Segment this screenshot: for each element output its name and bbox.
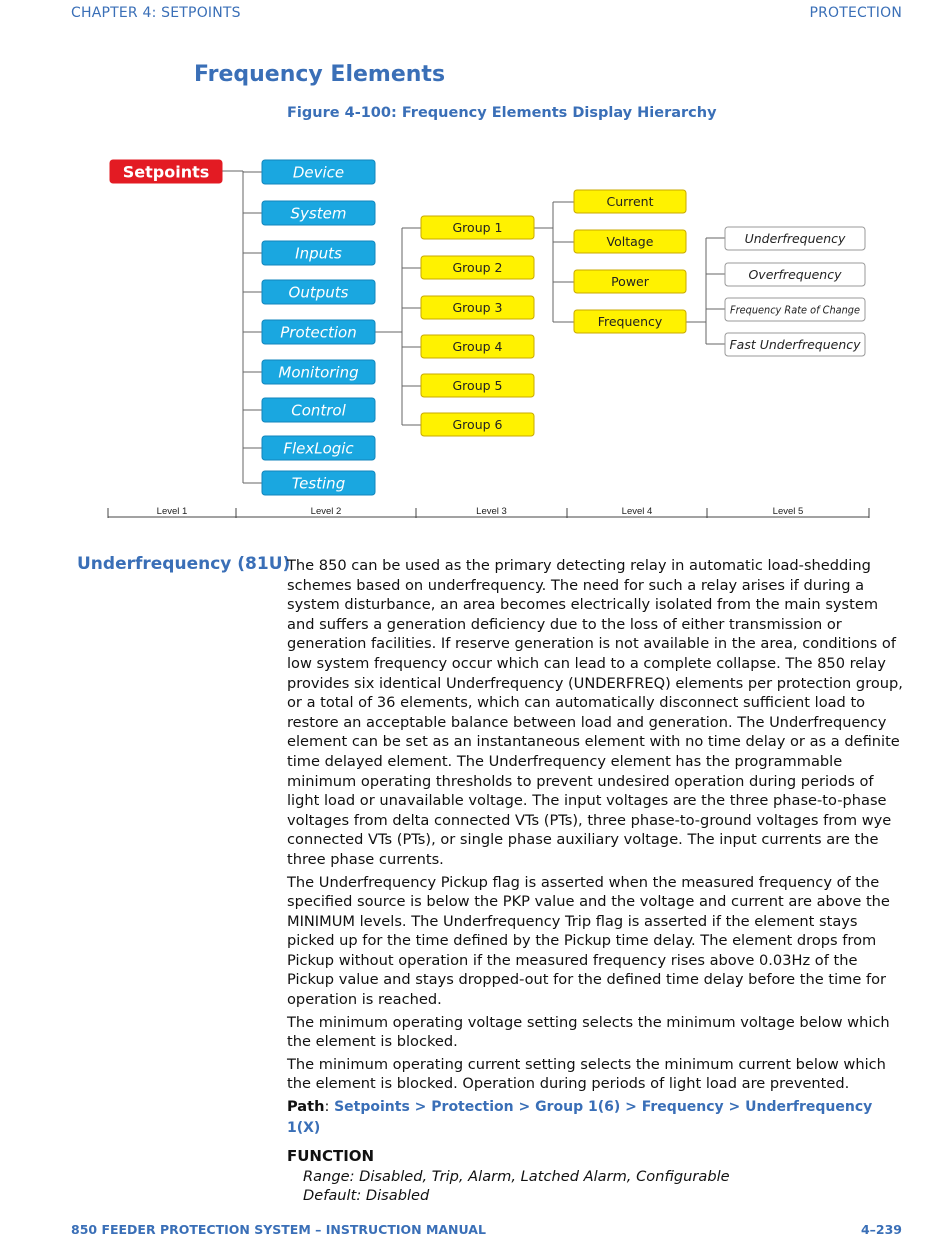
node-group-4[interactable] <box>421 335 534 358</box>
node-overfrequency[interactable] <box>725 263 865 286</box>
level-label: Level 5 <box>772 506 804 517</box>
node-setpoints[interactable] <box>110 160 222 183</box>
level-label: Level 3 <box>476 506 507 517</box>
path-value: Setpoints > Protection > Group 1(6) > Frequency > Underfrequency 1(X) <box>287 1099 873 1136</box>
chapter-header: CHAPTER 4: SETPOINTS <box>71 5 241 21</box>
node-inputs-label: Inputs <box>295 244 342 263</box>
node-group-2[interactable] <box>421 256 534 279</box>
node-testing-label: Testing <box>291 474 346 493</box>
node-device-label: Device <box>292 163 345 182</box>
node-system-label: System <box>290 204 347 223</box>
node-power[interactable] <box>574 270 686 293</box>
node-control[interactable] <box>262 398 375 422</box>
section-header: PROTECTION <box>809 5 902 21</box>
setting-path: Path: Setpoints > Protection > Group 1(6) > Frequency > Underfrequency 1(X) <box>287 1098 873 1136</box>
node-current[interactable] <box>574 190 686 213</box>
node-group-1-label: Group 1 <box>452 220 503 235</box>
node-setpoints-label: Setpoints <box>122 162 210 182</box>
node-frequency-rate-of-change-label: Frequency Rate of Change <box>730 303 861 317</box>
paragraph: The Underfrequency Pickup flag is asserted when the measured frequency of the specified source is below the PKP value and the voltage and current are above the MINIMUM levels. The Underfrequency Trip flag is asserted if the element stays picked up for the time defined by the Pickup time delay. The element drops from Pickup without operation if the measured frequency rises above 0.03Hz of the Pickup value and stays dropped-out for the defined time delay before the time for operation is reached. <box>287 873 890 1009</box>
paragraph: The minimum operating voltage setting selects the minimum voltage below which the element is blocked. <box>287 1013 890 1051</box>
node-frequency-rate-of-change[interactable] <box>725 298 865 321</box>
footer-page-number: 4–239 <box>860 1222 902 1237</box>
node-voltage[interactable] <box>574 230 686 253</box>
function-heading: FUNCTION <box>287 1147 375 1166</box>
node-power-label: Power <box>611 274 649 289</box>
node-group-6[interactable] <box>421 413 534 436</box>
node-device[interactable] <box>262 160 375 184</box>
node-monitoring-label: Monitoring <box>278 363 359 382</box>
function-default: Default: Disabled <box>303 1187 430 1205</box>
node-fast-underfrequency[interactable] <box>725 333 865 356</box>
node-group-2-label: Group 2 <box>452 260 503 275</box>
node-overfrequency-label: Overfrequency <box>748 267 842 282</box>
node-current-label: Current <box>606 194 654 209</box>
node-testing[interactable] <box>262 471 375 495</box>
page-title: Frequency Elements <box>194 62 446 87</box>
node-voltage-label: Voltage <box>606 234 654 249</box>
paragraph: The minimum operating current setting selects the minimum current below which the element is blocked. Operation during periods of light load are prevented. <box>287 1055 886 1093</box>
node-underfrequency[interactable] <box>725 227 865 250</box>
node-underfrequency-label: Underfrequency <box>744 231 846 246</box>
hierarchy-diagram <box>0 0 950 540</box>
node-protection-label: Protection <box>280 323 357 342</box>
level-label: Level 2 <box>310 506 342 517</box>
node-outputs[interactable] <box>262 280 375 304</box>
node-group-5-label: Group 5 <box>452 378 503 393</box>
level-label: Level 4 <box>621 506 653 517</box>
paragraph: The 850 can be used as the primary detecting relay in automatic load-shedding schemes based on underfrequency. The need for such a relay arises if during a system disturbance, an area becomes electrically isolated from the main system and suffers a generation deficiency due to the loss of either transmission or generation facilities. If reserve generation is not available in the area, conditions of low system frequency occur which can lead to a complete collapse. The 850 relay provides six identical Underfrequency (UNDERFREQ) elements per protection group, or a total of 36 elements, which can automatically disconnect sufficient load to restore an acceptable balance between load and generation. The Underfrequency element can be set as an instantaneous element with no time delay or as a definite time delayed element. The Underfrequency element has the programmable minimum operating thresholds to prevent undesired operation during periods of light load or unavailable voltage. The input voltages are the three phase-to-phase voltages from delta connected VTs (PTs), three phase-to-ground voltages from wye connected VTs (PTs), or single phase auxiliary voltage. The input currents are the three phase currents. <box>287 557 903 868</box>
node-frequency-label: Frequency <box>597 314 663 329</box>
body-text <box>287 556 903 1206</box>
node-group-3-label: Group 3 <box>452 300 503 315</box>
node-control-label: Control <box>291 401 346 420</box>
node-group-5[interactable] <box>421 374 534 397</box>
node-monitoring[interactable] <box>262 360 375 384</box>
node-outputs-label: Outputs <box>288 283 349 302</box>
node-group-3[interactable] <box>421 296 534 319</box>
function-range: Range: Disabled, Trip, Alarm, Latched Alarm, Configurable <box>303 1167 730 1185</box>
node-inputs[interactable] <box>262 241 375 265</box>
figure-caption: Figure 4-100: Frequency Elements Display Hierarchy <box>287 105 717 121</box>
node-group-6-label: Group 6 <box>452 417 503 432</box>
level-label: Level 1 <box>156 506 188 517</box>
footer-manual-title: 850 FEEDER PROTECTION SYSTEM – INSTRUCTION MANUAL <box>71 1222 486 1237</box>
node-flexlogic-label: FlexLogic <box>283 439 354 458</box>
node-flexlogic[interactable] <box>262 436 375 460</box>
section-heading: Underfrequency (81U) <box>77 554 291 574</box>
node-fast-underfrequency-label: Fast Underfrequency <box>729 337 861 352</box>
path-label: Path <box>287 1098 325 1116</box>
node-system[interactable] <box>262 201 375 225</box>
node-frequency[interactable] <box>574 310 686 333</box>
node-group-4-label: Group 4 <box>452 339 503 354</box>
node-protection[interactable] <box>262 320 375 344</box>
node-group-1[interactable] <box>421 216 534 239</box>
